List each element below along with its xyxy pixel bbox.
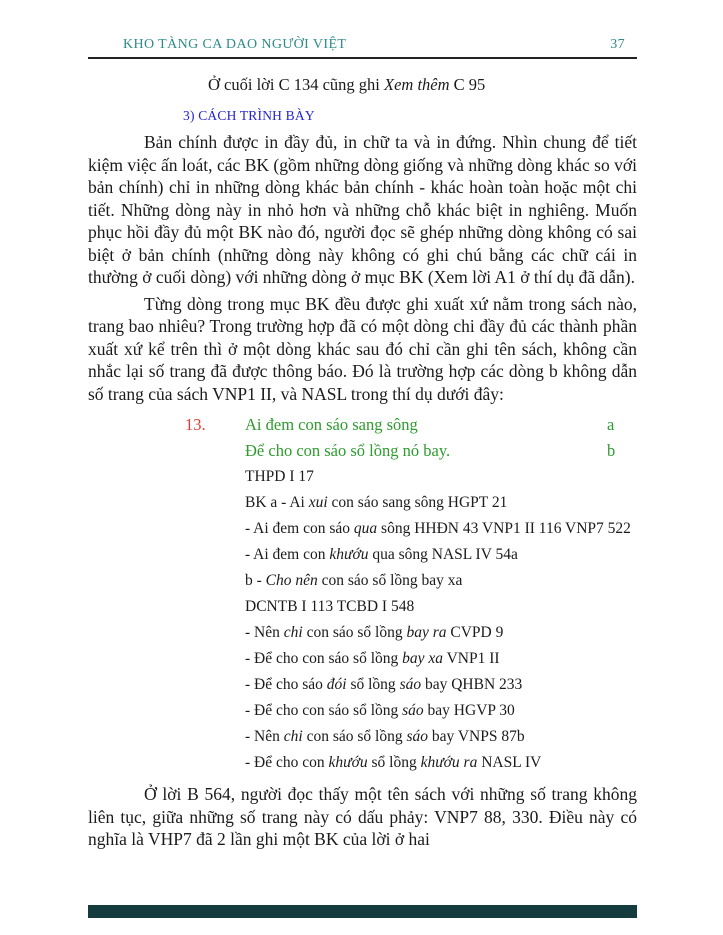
citation-line: THPD I 17 xyxy=(245,468,314,485)
verse-line-1: Ai đem con sáo sang sông xyxy=(245,415,418,434)
header-rule xyxy=(88,57,637,59)
citation-line: - Nên chi con sáo sổ lồng sáo bay VNPS 87b xyxy=(245,728,525,745)
citation-line: - Để cho con sáo sổ lồng bay xa VNP1 II xyxy=(245,650,500,667)
citation-line: - Để cho con sáo sổ lồng sáo bay HGVP 30 xyxy=(245,702,515,719)
page-header xyxy=(123,37,625,53)
citation-line: - Ai đem con sáo qua sông HHĐN 43 VNP1 II 116 VNP7 522 xyxy=(245,520,631,537)
citation-line: BK a - Ai xui con sáo sang sông HGPT 21 xyxy=(245,494,508,511)
paragraph-1: Bản chính được in đầy đủ, in chữ ta và in đứng. Nhìn chung để tiết kiệm việc ấn loát, các BK (gồm những dòng giống và những dòng khác so với bản chính) chỉ in những dòng khác bản chính - khác hoàn toàn hoặc một chi tiết. Những dòng này in nhỏ hơn và những chỗ khác biệt in nghiêng. Muốn phục hồi đầy đủ một BK nào đó, người đọc sẽ ghép những dòng không có sai biệt ở bản chính (những dòng này không có ghi chú bằng các chữ cái in thường ở cuối dòng) với những dòng ở mục BK (Xem lời A1 ở thí dụ đã dẫn). xyxy=(88,132,637,287)
citation-line: - Nên chi con sáo sổ lồng bay ra CVPD 9 xyxy=(245,624,504,641)
entry-number-spacer xyxy=(185,438,245,464)
verse-marker-b: b xyxy=(607,441,616,460)
citation-list xyxy=(245,464,723,776)
citation-line: - Để cho con khướu sổ lồng khướu ra NASL IV xyxy=(245,754,542,771)
folk-verse-entry xyxy=(0,412,723,776)
paragraph-3: Ở lời B 564, người đọc thấy một tên sách với những số trang không liên tục, giữa những số trang này có dấu phảy: VNP7 88, 330. Điều này có nghĩa là VHP7 đã 2 lần ghi một BK của lời ở hai xyxy=(88,784,637,849)
verse-marker-a: a xyxy=(607,415,615,434)
entry-number: 13. xyxy=(185,415,206,434)
citation-line: DCNTB I 113 TCBD I 548 xyxy=(245,598,415,615)
citation-line: b - Cho nên con sáo sổ lồng bay xa xyxy=(245,572,463,589)
paragraph-2: Từng dòng trong mục BK đều được ghi xuất xứ nằm trong sách nào, trang bao nhiêu? Trong trường hợp đã có một dòng chi đầy đủ các thành phần xuất xứ kể trên thì ở một dòng khác sau đó chỉ cần ghi tên sách, không cần nhắc lại số trang đã được thông báo. Đó là trường hợp các dòng b không dẫn số trang của sách VNP1 II, và NASL trong thí dụ dưới đây: xyxy=(88,293,637,404)
citation-line: - Ai đem con khướu qua sông NASL IV 54a xyxy=(245,546,518,563)
citation-line: - Để cho sáo đói sổ lồng sáo bay QHBN 233 xyxy=(245,676,523,693)
page-number: 37 xyxy=(610,37,625,52)
intro-line: Ở cuối lời C 134 cũng ghi Xem thêm C 95 xyxy=(208,75,486,94)
running-head: KHO TÀNG CA DAO NGƯỜI VIỆT xyxy=(123,37,347,52)
verse-row-a xyxy=(185,412,637,438)
verse-row-b xyxy=(185,438,637,464)
section-heading: 3) CÁCH TRÌNH BÀY xyxy=(183,108,315,123)
verse-line-2: Để cho con sáo sổ lồng nó bay. xyxy=(245,441,451,460)
footer-bar xyxy=(88,905,637,918)
